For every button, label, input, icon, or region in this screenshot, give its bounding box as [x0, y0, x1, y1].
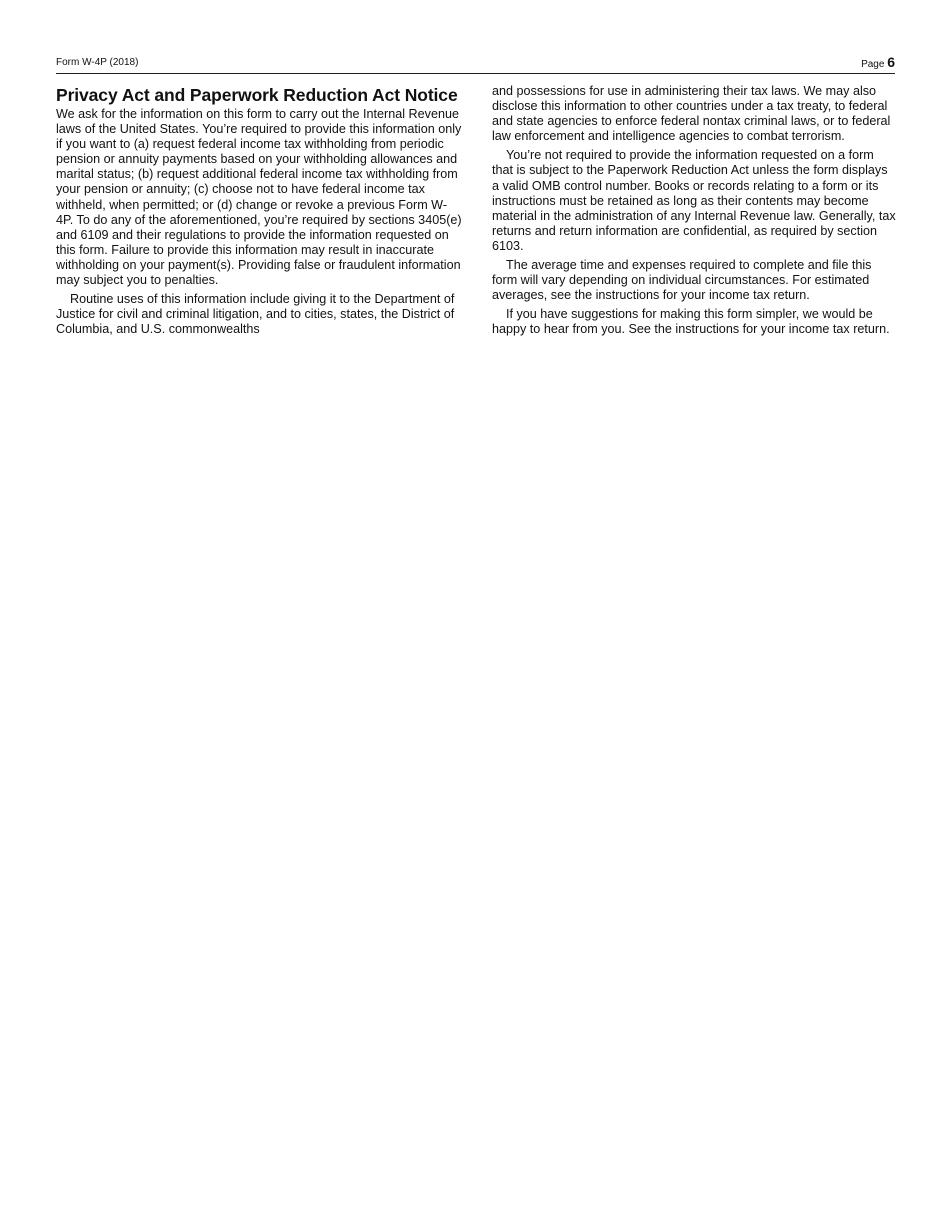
paragraph-paperwork-reduction: You’re not required to provide the information requested on a form that is subject to the Paperwork Reduction Act unless the form displays a valid OMB control number. Books or records relating to a form or its instructions must be retained as long as their contents may become material in the administration of any Internal Revenue law. Generally, tax returns and return information are confidential, as required by section 6103. [492, 148, 896, 253]
paragraph-routine-uses: Routine uses of this information include giving it to the Department of Justice for civil and criminal litigation, and to cities, states, the District of Columbia, and U.S. commonwealths [56, 292, 455, 337]
page-number-indicator [861, 55, 895, 72]
paragraph-time-estimate: The average time and expenses required to complete and file this form will vary depending on individual circumstances. For estimated averages, see the instructions for your income tax return. [492, 258, 872, 303]
paragraph-authority: We ask for the information on this form to carry out the Internal Revenue laws of the United States. You’re required to provide this information only if you want to (a) request federal income tax withholding from periodic pension or annuity payments based on your withholding allowances and marital status; (b) request additional federal income tax withholding from your pension or annuity; (c) choose not to have federal income tax withheld, when permitted; or (d) change or revoke a previous Form W-4P. To do any of the aforementioned, you’re required by sections 3405(e) and 6109 and their regulations to provide the information requested on this form. Failure to provide this information may result in inaccurate withholding on your payment(s). Providing false or fraudulent information may subject you to penalties. [56, 107, 462, 288]
section-title: Privacy Act and Paperwork Reduction Act Notice [56, 85, 458, 105]
paragraph-routine-uses-continued: and possessions for use in administering their tax laws. We may also disclose this information to other countries under a tax treaty, to federal and state agencies to enforce federal nontax criminal laws, or to federal law enforcement and intelligence agencies to combat terrorism. [492, 84, 891, 144]
document-page [56, 54, 896, 337]
page-label: Page [861, 59, 885, 70]
page-number: 6 [887, 54, 895, 70]
page-header [56, 56, 895, 74]
left-column [56, 85, 462, 341]
right-column [492, 84, 896, 342]
form-identifier: Form W-4P (2018) [56, 57, 139, 68]
paragraph-suggestions: If you have suggestions for making this form simpler, we would be happy to hear from you. See the instructions for your income tax return. [492, 307, 890, 337]
